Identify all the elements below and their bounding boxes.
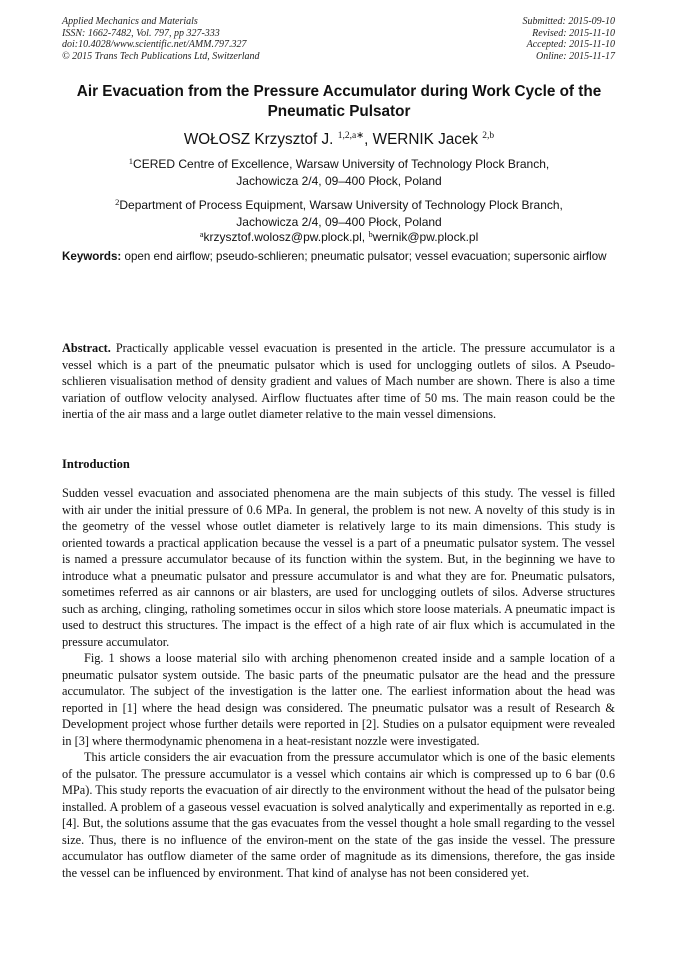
keywords-text: open end airflow; pseudo-schlieren; pneumatic pulsator; vessel evacuation; supersonic airflow (121, 250, 607, 263)
affiliation-2-line-1: Department of Process Equipment, Warsaw University of Technology Plock Branch, (119, 198, 563, 212)
affiliation-1-mark: 1 (128, 156, 134, 166)
introduction-paragraph-3: This article considers the air evacuation from the pressure accumulator which is one of the basic elements of the pulsator. The pressure accumulator is a vessel which contains air which is compressed up to 6 bar (0.6 MPa). This study reports the evacuation of air directly to the environment without the head of the pulsator being installed. A problem of a gaseous vessel evacuation is solved analytically and experimentally as reported in e.g. [4]. But, the solutions assume that the gas evacuates from the vessel thought a hole small regarding to the vessel size. Thus, there is no influence of the environ-ment on the state of the gas inside the vessel. The pressure accumulator has outflow diameter of the same order of magnitude as its dimensions, therefore, the gas inside the vessel can be influenced by environment. That kind of analyse has not been considered yet. (62, 750, 615, 880)
introduction-body (62, 485, 615, 881)
journal-copyright: © 2015 Trans Tech Publications Ltd, Switzerland (62, 50, 260, 62)
journal-doi: doi:10.4028/www.scientific.net/AMM.797.327 (62, 39, 247, 51)
introduction-paragraph-1: Sudden vessel evacuation and associated phenomena are the main subjects of this study. The vessel is filled with air under the initial pressure of 0.6 MPa. In general, the problem is not new. A novelty of this study is in the geometry of the vessel whose outlet diameter is relatively large to its main dimensions. This study is oriented towards a practical application because the vessel is a part of a pneumatic pulsator system. The vessel is named a pressure accumulator because of its function within the system. But, in the beginning we have to introduce what a pneumatic pulsator and pressure accumulator is and what they are for. Pneumatic pulsators, sometimes referred as air cannons or air blasters, are used for unclogging outlets of silos. Adverse structures such as arching, clinging, ratholing sometimes occur in silos which store loose materials. A pneumatic impact is used to destruct this structures. The impact is the effect of a high rate of air flux which is accumulated in the pressure accumulator. (62, 486, 615, 649)
date-online: Online: 2015-11-17 (536, 50, 615, 62)
affiliation-2-mark: 2 (115, 197, 120, 207)
abstract (62, 340, 615, 423)
introduction-paragraph-2: Fig. 1 shows a loose material silo with arching phenomenon created inside and a sample location of a pneumatic pulsator system outside. The basic parts of the pneumatic pulsator are the head and the pressure accumulator. The subject of the investigation is the latter one. The earliest information about the head was reported in [1] where the head design was considered. The pneumatic pulsator was a result of Research & Development project whose further details were reported in [2]. Studies on a pulsator equipment were revealed in [3] where thermodynamic phenomena in a heat-resistant nozzle were investigated. (62, 651, 615, 748)
affiliation-2-line-2: Jachowicza 2/4, 09–400 Płock, Poland (236, 215, 442, 229)
date-submitted: Submitted: 2015-09-10 (522, 16, 615, 27)
author-emails (40, 226, 638, 246)
email-b: wernik@pw.plock.pl (372, 230, 479, 244)
abstract-text: Practically applicable vessel evacuation is presented in the article. The pressure accumulator is a vessel which is a part of the pneumatic pulsator which is used for unclogging outlets of silos. A Pseudo-schlieren visualisation method of density gradient and values of Mach number are shown. There is also a time variation of outflow velocity analysed. Airflow fluctuates after time of 50 ms. The main reason could be the inertia of the air mass and a large outlet diameter relative to the main vessel dimensions. (62, 341, 615, 421)
date-revised: Revised: 2015-11-10 (532, 27, 615, 39)
email-a-mark: a (199, 229, 204, 239)
affiliation-1-line-2: Jachowicza 2/4, 09–400 Płock, Poland (236, 174, 442, 188)
author-1: WOŁOSZ Krzysztof J. (183, 131, 334, 148)
email-b-mark: b (368, 229, 373, 239)
affiliation-1-line-1: CERED Centre of Excellence, Warsaw University of Technology Plock Branch, (133, 157, 550, 171)
email-a: krzysztof.wolosz@pw.plock.pl, (203, 230, 369, 244)
author-list (40, 126, 638, 150)
paper-title: Air Evacuation from the Pressure Accumulator during Work Cycle of the Pneumatic Pulsator (76, 83, 602, 120)
author-2-affiliation-mark: 2,b (482, 131, 495, 141)
author-2: WERNIK Jacek (372, 131, 479, 148)
author-separator: , (364, 131, 373, 148)
journal-info (62, 16, 260, 62)
journal-name: Applied Mechanics and Materials (62, 16, 198, 27)
journal-issn: ISSN: 1662-7482, Vol. 797, pp 327-333 (62, 27, 220, 39)
date-accepted: Accepted: 2015-11-10 (526, 39, 615, 51)
affiliation-1 (40, 153, 638, 190)
keywords-label: Keywords: (62, 250, 122, 263)
publication-dates (523, 16, 616, 62)
keywords (62, 249, 615, 265)
section-heading-introduction: Introduction (62, 457, 130, 471)
abstract-label: Abstract. (62, 341, 111, 355)
author-1-affiliation-mark: 1,2,a∗ (337, 131, 365, 141)
